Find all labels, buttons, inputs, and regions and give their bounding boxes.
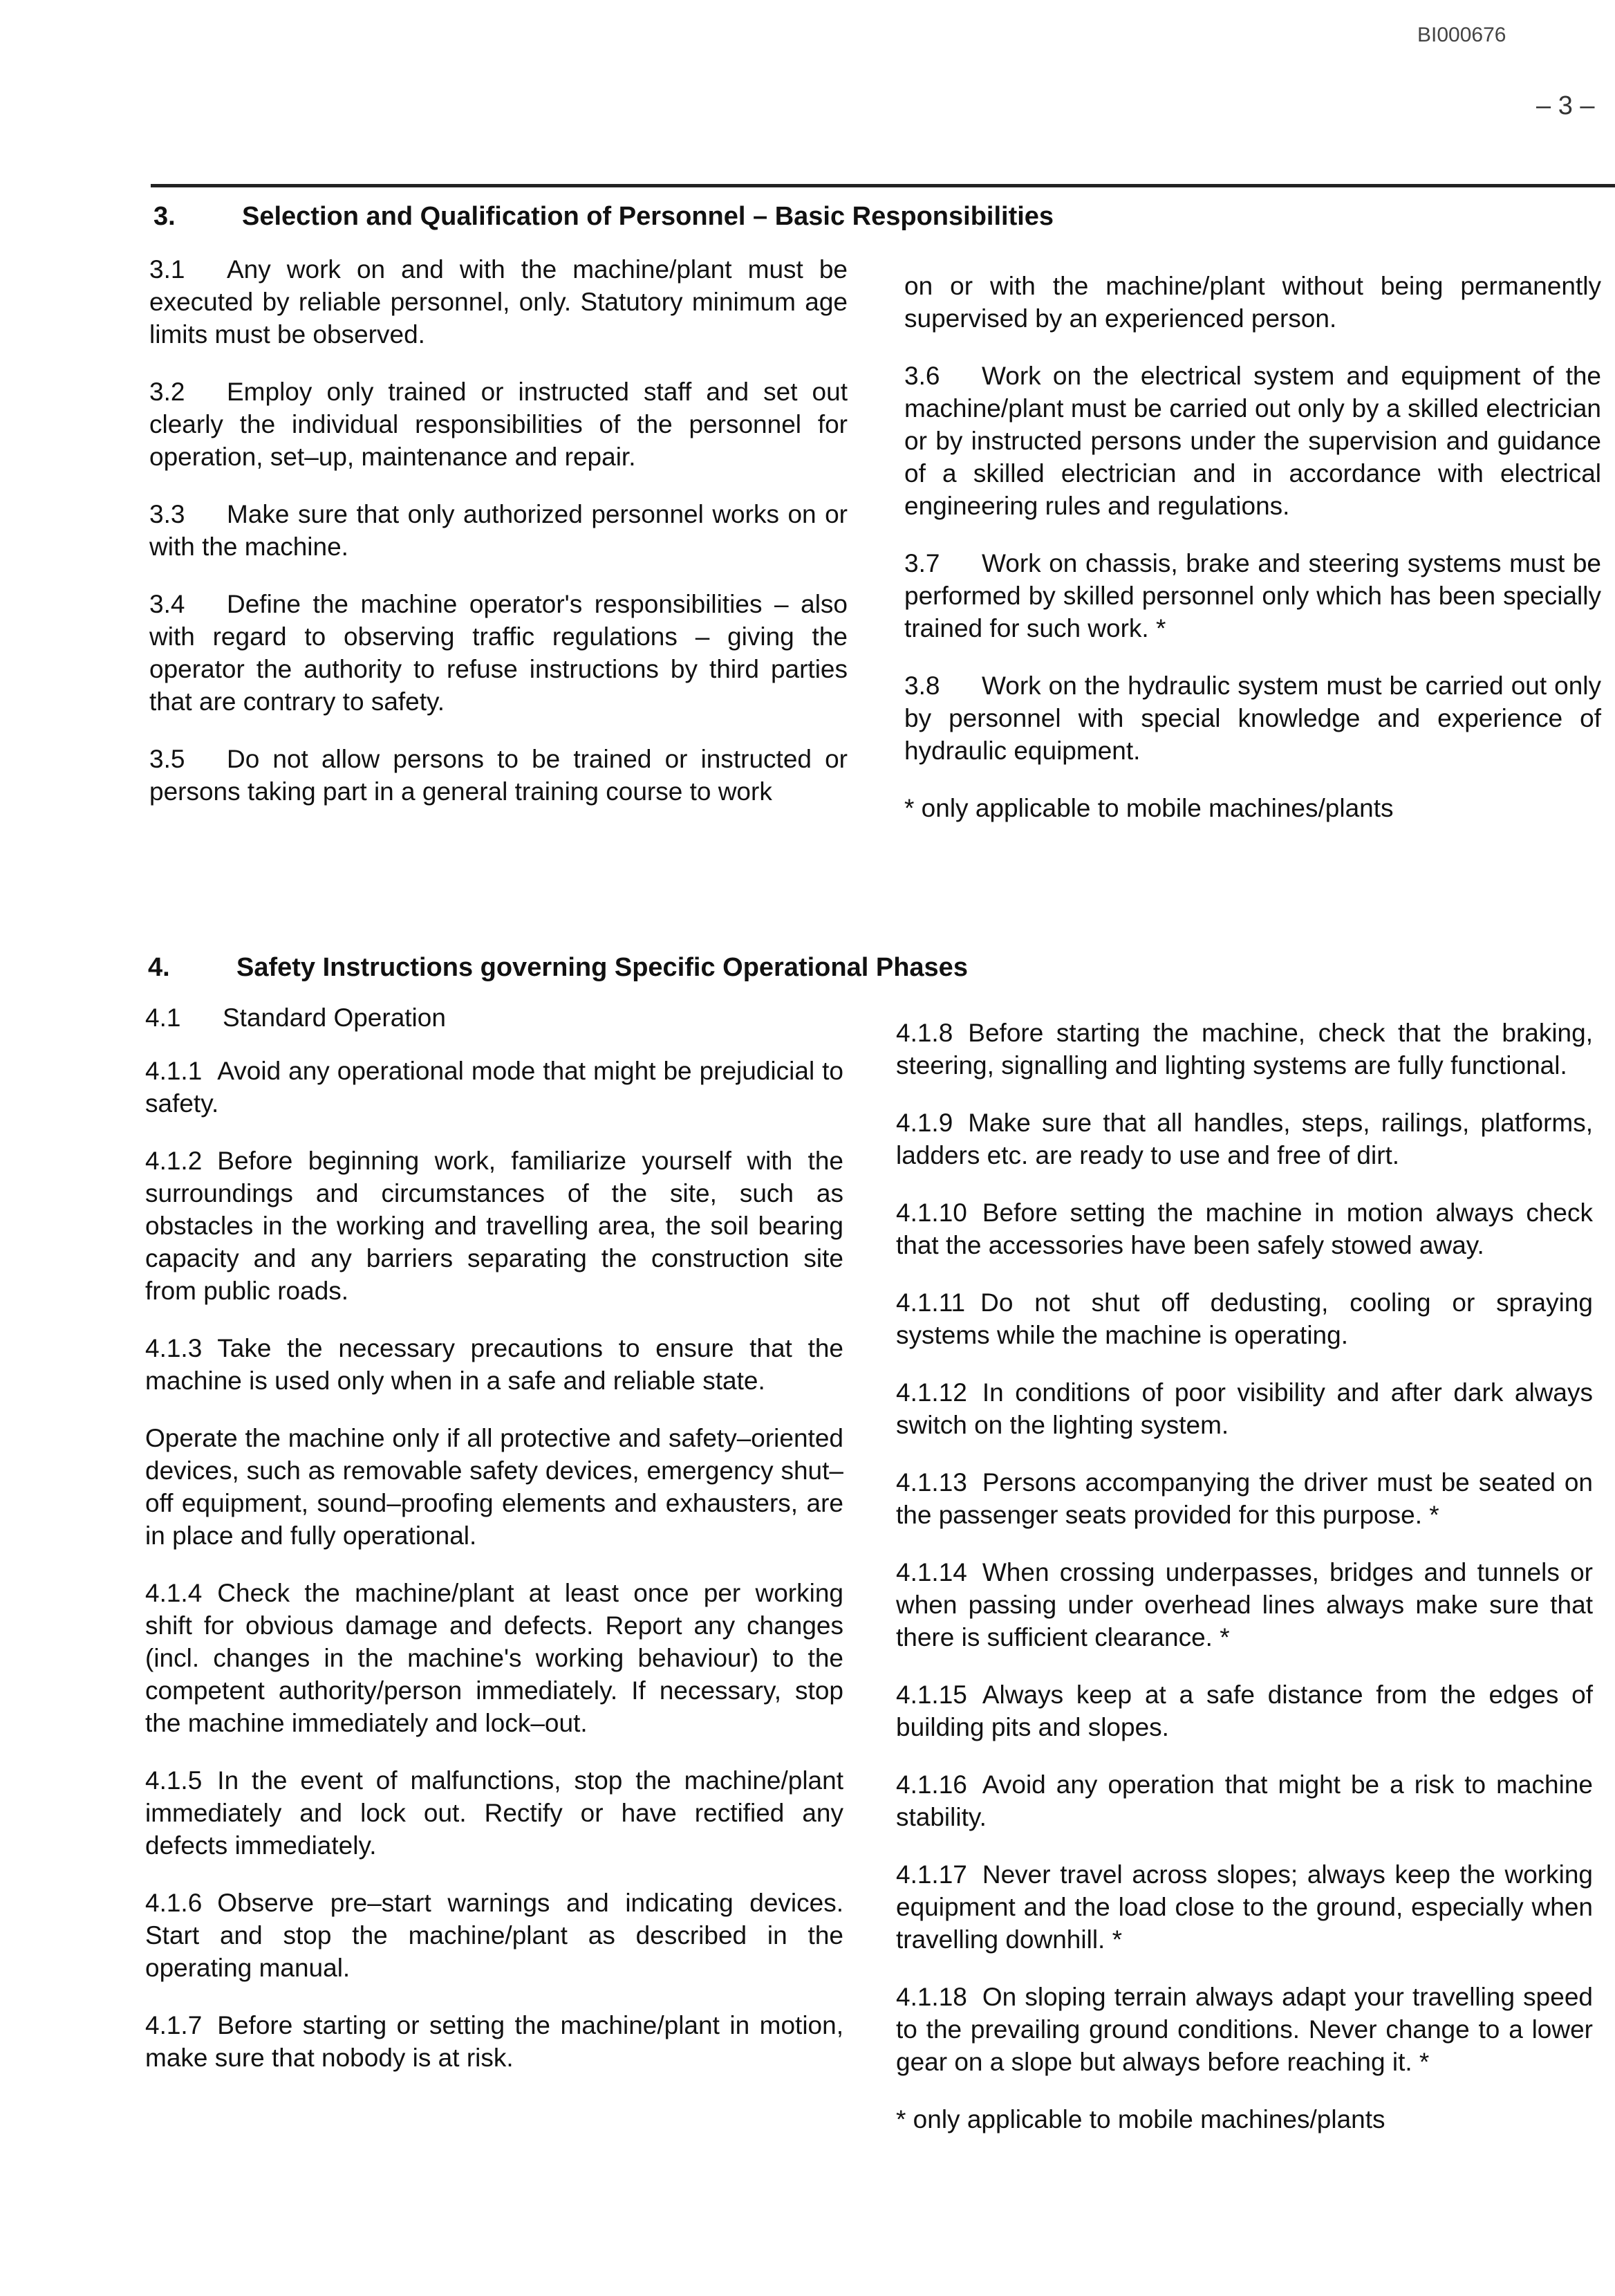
paragraph-number: 4.1.2 bbox=[145, 1147, 203, 1175]
document-code: BI000676 bbox=[1417, 24, 1506, 46]
footnote: * only applicable to mobile machines/plants bbox=[904, 794, 1394, 822]
paragraph bbox=[904, 360, 1601, 522]
header-rule bbox=[151, 184, 1615, 187]
paragraph-text: Observe pre–start warnings and indicating devices. Start and stop the machine/plant as described in the operating manual. bbox=[145, 1889, 843, 1982]
paragraph-number: 4.1.16 bbox=[896, 1770, 967, 1799]
paragraph-text: Persons accompanying the driver must be seated on the passenger seats provided for this purpose. * bbox=[896, 1468, 1593, 1529]
paragraph-text: Define the machine operator's responsibilities – also with regard to observing traffic regulations – giving the operator the authority to refuse instructions by third parties that are contrary to safety. bbox=[149, 590, 848, 716]
paragraph-number: 4.1.14 bbox=[896, 1558, 967, 1586]
section-3-right-column bbox=[904, 270, 1601, 849]
paragraph bbox=[896, 1768, 1593, 1833]
paragraph-text: In conditions of poor visibility and after dark always switch on the lighting system. bbox=[896, 1378, 1593, 1439]
paragraph bbox=[145, 1577, 843, 1739]
paragraph-number: 3.6 bbox=[904, 362, 940, 390]
paragraph-number: 4.1.7 bbox=[145, 2011, 203, 2039]
paragraph bbox=[896, 1466, 1593, 1531]
paragraph bbox=[896, 1376, 1593, 1441]
paragraph-text: Never travel across slopes; always keep the working equipment and the load close to the ground, especially when travelling downhill. * bbox=[896, 1860, 1593, 1954]
paragraph bbox=[145, 2009, 843, 2074]
paragraph-text: Any work on and with the machine/plant must be executed by reliable personnel, only. Statutory minimum age limits must be observed. bbox=[149, 255, 848, 349]
paragraph-text: On sloping terrain always adapt your travelling speed to the prevailing ground conditions. Never change to a lower gear on a slope but always before reaching it. * bbox=[896, 1983, 1593, 2076]
section-4-left-column bbox=[145, 1001, 843, 2099]
paragraph-number: 4.1.6 bbox=[145, 1889, 203, 1917]
paragraph-number: 4.1.8 bbox=[896, 1019, 953, 1047]
section-4-heading bbox=[148, 953, 968, 983]
paragraph-text: Before starting the machine, check that the braking, steering, signalling and lighting systems are fully functional. bbox=[896, 1019, 1593, 1080]
paragraph bbox=[145, 1887, 843, 1984]
paragraph bbox=[149, 743, 848, 808]
subsection-number: 4.1 bbox=[145, 1003, 181, 1032]
paragraph bbox=[896, 1981, 1593, 2078]
paragraph-number: 4.1.12 bbox=[896, 1378, 967, 1407]
paragraph-number: 4.1.18 bbox=[896, 1983, 967, 2011]
paragraph bbox=[896, 1556, 1593, 1654]
page-number: – 3 – bbox=[1536, 91, 1595, 120]
paragraph-text: Check the machine/plant at least once per working shift for obvious damage and defects. Report any changes (incl. changes in the machine's working behaviour) to the competent authority/person immediately. If necessary, stop the machine immediately and lock–out. bbox=[145, 1579, 843, 1737]
paragraph-number: 4.1.9 bbox=[896, 1109, 953, 1137]
paragraph bbox=[145, 1332, 843, 1397]
paragraph-text: In the event of malfunctions, stop the machine/plant immediately and lock out. Rectify or have rectified any defects immediately. bbox=[145, 1766, 843, 1860]
paragraph bbox=[149, 498, 848, 563]
paragraph-number: 3.2 bbox=[149, 378, 185, 406]
paragraph-number: 4.1.4 bbox=[145, 1579, 203, 1607]
paragraph-text: Take the necessary precautions to ensure that the machine is used only when in a safe and reliable state. bbox=[145, 1334, 843, 1395]
subsection-heading bbox=[145, 1001, 843, 1034]
paragraph-text: Make sure that only authorized personnel works on or with the machine. bbox=[149, 500, 848, 561]
paragraph-number: 4.1.11 bbox=[896, 1288, 966, 1317]
paragraph-number: 3.3 bbox=[149, 500, 185, 528]
paragraph-text: Always keep at a safe distance from the edges of building pits and slopes. bbox=[896, 1681, 1593, 1741]
paragraph-number: 4.1.15 bbox=[896, 1681, 967, 1709]
paragraph bbox=[145, 1422, 843, 1552]
paragraph-continuation: on or with the machine/plant without being permanently supervised by an experienced person. bbox=[904, 272, 1601, 333]
paragraph-text: Avoid any operation that might be a risk to machine stability. bbox=[896, 1770, 1593, 1831]
paragraph bbox=[904, 669, 1601, 767]
paragraph-number: 3.5 bbox=[149, 745, 185, 773]
paragraph-text: Work on the electrical system and equipment of the machine/plant must be carried out only by a skilled electrician or by instructed persons under the supervision and guidance of a skilled electrician and in accordance with electrical engineering rules and regulations. bbox=[904, 362, 1601, 520]
section-3-heading bbox=[153, 202, 1054, 232]
paragraph bbox=[896, 1678, 1593, 1743]
paragraph-text: Avoid any operational mode that might be prejudicial to safety. bbox=[145, 1057, 843, 1118]
paragraph-number: 3.7 bbox=[904, 549, 940, 577]
paragraph-text: Make sure that all handles, steps, railings, platforms, ladders etc. are ready to use and free of dirt. bbox=[896, 1109, 1593, 1169]
paragraph-text: Work on the hydraulic system must be carried out only by personnel with special knowledge and experience of hydraulic equipment. bbox=[904, 672, 1601, 765]
paragraph bbox=[896, 1107, 1593, 1172]
paragraph bbox=[896, 1858, 1593, 1956]
paragraph-number: 3.1 bbox=[149, 255, 185, 284]
paragraph-text: Do not shut off dedusting, cooling or spraying systems while the machine is operating. bbox=[896, 1288, 1593, 1349]
paragraph-text: Before starting or setting the machine/plant in motion, make sure that nobody is at risk. bbox=[145, 2011, 843, 2072]
paragraph-text: Employ only trained or instructed staff and set out clearly the individual responsibilities of the personnel for operation, set–up, maintenance and repair. bbox=[149, 378, 848, 471]
paragraph-text: Operate the machine only if all protective and safety–oriented devices, such as removable safety devices, emergency shut–off equipment, sound–proofing elements and exhausters, are in place and fully operational. bbox=[145, 1424, 843, 1550]
paragraph-number: 4.1.17 bbox=[896, 1860, 967, 1889]
paragraph-number: 4.1.13 bbox=[896, 1468, 967, 1497]
paragraph bbox=[896, 1017, 1593, 1082]
paragraph-number: 4.1.10 bbox=[896, 1198, 967, 1227]
paragraph bbox=[145, 1145, 843, 1307]
paragraph-text: Before setting the machine in motion always check that the accessories have been safely stowed away. bbox=[896, 1198, 1593, 1259]
paragraph bbox=[149, 253, 848, 351]
paragraph-number: 3.4 bbox=[149, 590, 185, 618]
paragraph-number: 4.1.5 bbox=[145, 1766, 203, 1795]
paragraph-text: Before beginning work, familiarize yourself with the surroundings and circumstances of the site, such as obstacles in the working and travelling area, the soil bearing capacity and any barriers separating the construction site from public roads. bbox=[145, 1147, 843, 1305]
paragraph-text: Do not allow persons to be trained or instructed or persons taking part in a general training course to work bbox=[149, 745, 848, 806]
paragraph-text: Work on chassis, brake and steering systems must be performed by skilled personnel only which has been specially trained for such work. * bbox=[904, 549, 1601, 642]
paragraph-text: When crossing underpasses, bridges and tunnels or when passing under overhead lines always make sure that there is sufficient clearance. * bbox=[896, 1558, 1593, 1651]
paragraph bbox=[896, 1196, 1593, 1261]
paragraph-number: 3.8 bbox=[904, 672, 940, 700]
subsection-title: Standard Operation bbox=[223, 1003, 446, 1032]
paragraph bbox=[149, 376, 848, 473]
section-3-left-column bbox=[149, 253, 848, 833]
section-4-right-column bbox=[896, 1017, 1593, 2160]
paragraph bbox=[904, 547, 1601, 645]
paragraph bbox=[149, 588, 848, 718]
paragraph bbox=[145, 1764, 843, 1862]
section-3-title: Selection and Qualification of Personnel – Basic Responsibilities bbox=[242, 202, 1054, 231]
paragraph bbox=[145, 1055, 843, 1120]
section-4-number: 4. bbox=[148, 953, 170, 982]
section-4-title: Safety Instructions governing Specific Operational Phases bbox=[236, 953, 968, 982]
paragraph bbox=[896, 1286, 1593, 1351]
paragraph-number: 4.1.1 bbox=[145, 1057, 203, 1085]
section-3-number: 3. bbox=[153, 202, 176, 231]
footnote: * only applicable to mobile machines/plants bbox=[896, 2105, 1385, 2133]
paragraph-number: 4.1.3 bbox=[145, 1334, 203, 1362]
